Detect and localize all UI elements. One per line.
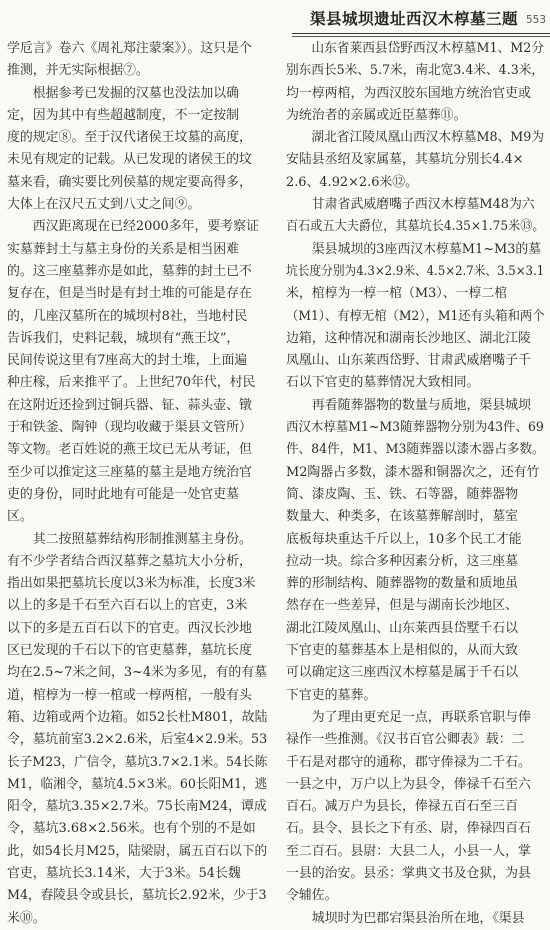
text-line: 至少可以推定这三座墓的墓主是地方统治官 (7, 464, 252, 480)
text-line: M1，临湘令，墓坑4.5×3米。60长阳M1，逃 (7, 776, 268, 792)
text-line: 推测，并无实际根据⑦。 (7, 63, 149, 79)
text-line: 根据参考已发掘的汉墓也没法加以确 (32, 85, 240, 101)
text-line: 为了理由更充足一点，再联系官职与俸 (311, 709, 531, 725)
text-line: 定，因为其中有些超越制度，不一定按制 (7, 107, 240, 123)
text-line: 湖北省江陵凤凰山西汉木椁墓M8、M9为 (311, 130, 545, 146)
right-column (286, 38, 544, 930)
text-line: 实墓葬封土与墓主身份的关系是相当困难 (7, 241, 240, 257)
text-line: 令，墓坑前室3.2×2.6米，后室4×2.9米。53 (7, 732, 268, 748)
text-line: 此，如54长月M25，陆梁尉，属五百石以下的 (7, 843, 268, 859)
text-line: 至二百石。县尉：大县二人，小县一人，掌 (286, 843, 531, 859)
text-line: 下官吏的墓葬基本上是相似的，从而大致 (286, 643, 519, 659)
text-line: 数量大、种类多，在该墓葬解剖时，墓室 (286, 509, 519, 525)
text-line: 官吏，墓坑长3.14米，大于3米。54长魏 (7, 865, 241, 881)
text-line: 坑长度分别为4.3×2.9米、4.5×2.7米、3.5×3.1 (286, 263, 545, 279)
text-line: 西汉木椁墓M1~M3随葬器物分别为43件、69 (286, 420, 544, 436)
text-line: 石以下官吏的墓葬情况大致相同。 (286, 375, 480, 391)
text-line: 为统治者的亲属或近臣墓葬⑪。 (286, 107, 467, 123)
text-line: 民间传说这里有7座高大的封土堆，上面遍 (7, 353, 248, 369)
text-line: 区已发现的千石以下的官吏墓葬，墓坑长度 (7, 643, 252, 659)
text-line: 种庄稼，后来推平了。上世纪70年代，村民 (7, 375, 256, 391)
text-line: 以下的多是五百石以下的官吏。西汉长沙地 (7, 620, 252, 636)
text-line: M4，舂陵县令或县长，墓坑长2.92米，少于3 (7, 888, 267, 904)
text-line: 拉动一块。综合多种因素分析，这三座墓 (286, 553, 519, 569)
text-line: 件、84件，M1、M3随葬器以漆木器占多数。 (286, 442, 545, 458)
text-line: 其二按照墓葬结构形制推测墓主身份。 (32, 531, 252, 547)
text-line: 度的规定⑧。至于汉代诸侯王坟墓的高度， (7, 130, 252, 146)
text-line: 令，墓坑3.68×2.56米。也有个别的不是如 (7, 821, 256, 837)
text-line: 于和铁釜、陶钟（现均收藏于渠县文管所） (7, 420, 252, 436)
text-line: 学卮言》卷六《周礼郑注蒙案》）。这只是个 (7, 41, 252, 56)
text-line: 湖北江陵凤凰山、山东莱西县岱墅千石以 (286, 620, 519, 636)
page-number: 553 (525, 14, 546, 26)
text-line: 均一椁两棺，为西汉胶东国地方统治官吏或 (286, 85, 531, 101)
text-line: 的。这三座墓葬亦是如此，墓葬的封土已不 (7, 263, 252, 279)
text-line: 然存在一些差异，但是与湖南长沙地区、 (286, 598, 519, 614)
text-line: 渠县城坝的3座西汉木椁墓M1~M3的墓 (311, 241, 542, 257)
text-line: 阳令，墓坑3.35×2.7米。75长南M24，谭成 (7, 799, 267, 815)
text-line: 别东西长5米、5.7米，南北宽3.4米、4.3米， (286, 63, 545, 79)
left-column (7, 38, 267, 930)
text-line: 凤凰山、山东莱西岱野、甘肃武威磨嘴子千 (286, 353, 531, 369)
text-line: 的，几座汉墓所在的城坝村8社，当地村民 (7, 308, 248, 324)
text-line: 区。 (7, 509, 33, 525)
text-line: 山东省莱西县岱野西汉木椁墓M1、M2分 (311, 41, 545, 56)
text-line: 千石是对郡守的通称，郡守俸禄为二千石。 (286, 754, 531, 770)
text-line: 安陆县丞绍及家属墓，其墓坑分别长4.4× (286, 152, 524, 168)
header-rule (292, 33, 550, 34)
text-line: 底板每块重达千斤以上，10多个民工才能 (286, 531, 522, 547)
text-line: 大体上在汉尺五丈到八丈之间⑨。 (7, 197, 201, 213)
text-line: 等文物。老百姓说的燕王坟已无从考证，但 (7, 442, 252, 458)
text-line: 未见有规定的记载。从已发现的诸侯王的坟 (7, 152, 252, 168)
text-line: 百石。减万户为县长，俸禄五百石至三百 (286, 799, 519, 815)
text-line: 令辅佐。 (286, 888, 338, 904)
text-line: 道，棺椁为一椁一棺或一椁两棺，一般有头 (7, 687, 252, 703)
text-line: 甘肃省武威磨嘴子西汉木椁墓M48为六 (311, 197, 535, 213)
running-title: 渠县城坝遗址西汉木椁墓三题 (309, 9, 518, 28)
text-line: 长子M23，广信令，墓坑3.7×2.1米。54长陈 (7, 754, 268, 770)
text-line: 下官吏的墓葬。 (286, 687, 377, 703)
text-line: 米⑩。 (7, 910, 46, 926)
text-line: 边箱，这种情况和湖南长沙地区、湖北江陵 (286, 330, 531, 346)
text-line: 可以确定这三座西汉木椁墓是属于千石以 (286, 665, 519, 681)
text-line: 百石或五大夫爵位，其墓坑长4.35×1.75米⑬。 (286, 219, 545, 235)
text-line: 指出如果把墓坑长度以3米为标准，长度3米 (7, 576, 256, 592)
text-line: 城坝时为巴郡宕渠县治所在地，《渠县 (311, 910, 525, 926)
running-header (0, 0, 550, 36)
text-line: 米，棺椁为一椁一棺（M3）、一椁二棺 (286, 286, 508, 302)
text-line: 禄作一些推测。《汉书百官公卿表》载：二 (286, 732, 525, 748)
text-line: 以上的多是千石至六百石以上的官吏，3米 (7, 598, 248, 614)
text-line: 复存在，但是当时是有封土堆的可能是存在 (7, 286, 252, 302)
text-line: 箱、边箱或两个边箱。如52长杜M801，故陆 (7, 709, 268, 725)
text-line: 一县的治安。县丞：掌典文书及仓狱，为县 (286, 865, 531, 881)
text-line: 吏的身份，同时此地有可能是一处官吏墓 (7, 486, 240, 502)
text-line: 简、漆皮陶、玉、铁、石等器，随葬器物 (286, 486, 519, 502)
text-line: 再看随葬器物的数量与质地，渠县城坝 (311, 397, 531, 413)
text-line: 墓来看，确实要比列侯墓的规定要高得多， (7, 174, 252, 190)
text-line: 均在2.5~7米之间，3~4米为多见，有的有墓 (7, 665, 268, 681)
text-line: 西汉距离现在已经2000多年，要考察证 (32, 219, 259, 235)
text-line: 告诉我们，史料记载，城坝有“燕王坟”， (7, 330, 240, 346)
text-line: 有不少学者结合西汉墓葬之墓坑大小分析， (7, 553, 252, 569)
text-line: 一县之中，万户以上为县令，俸禄千石至六 (286, 776, 531, 792)
text-line: 石。县令、县长之下有丞、尉，俸禄四百石 (286, 821, 531, 837)
text-line: 2.6、4.92×2.6米⑫。 (286, 174, 419, 190)
text-line: 葬的形制结构、随葬器物的数量和质地虽 (286, 576, 519, 592)
header-rule-thin (292, 36, 550, 37)
text-line: M2陶器占多数，漆木器和铜器次之，还有竹 (286, 464, 540, 480)
text-line: （M1）、有椁无棺（M2），M1还有头箱和两个 (286, 308, 545, 324)
text-line: 在这附近还捡到过铜兵器、钲、蒜头壶、镦 (7, 397, 252, 413)
